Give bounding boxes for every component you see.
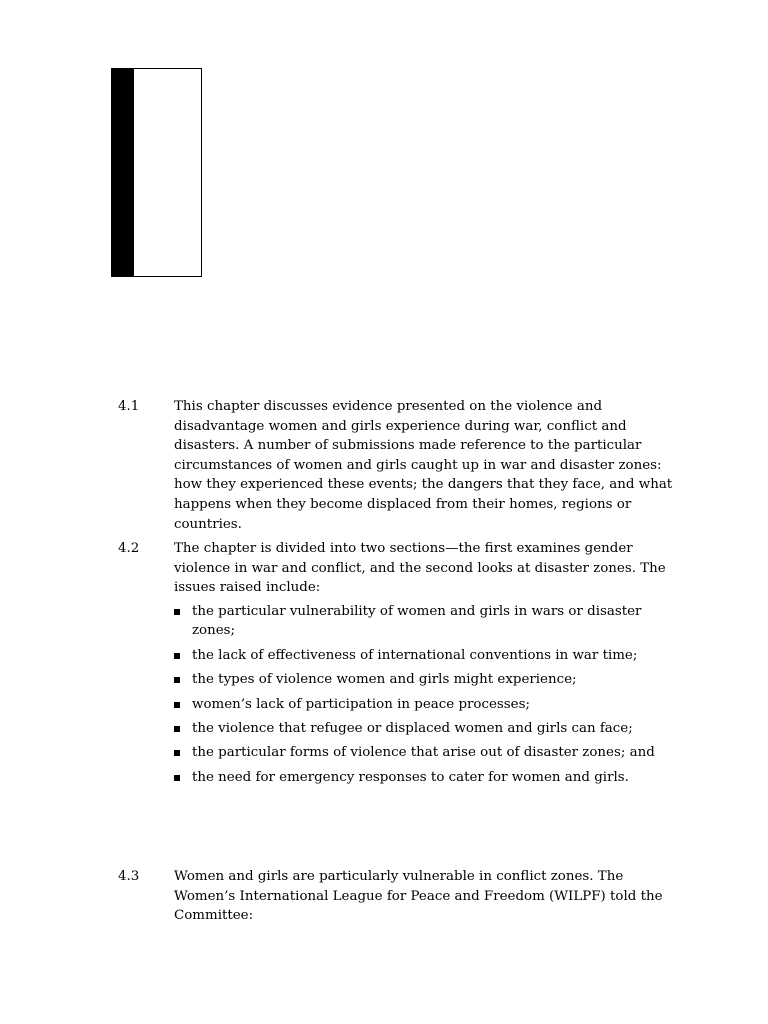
list-item — [174, 719, 678, 739]
bullet-square-icon — [174, 702, 180, 708]
paragraph-body — [174, 539, 678, 787]
list-item — [174, 695, 678, 715]
paragraph-number: 4.1 — [118, 399, 140, 414]
paragraph-text: This chapter discusses evidence presented on the violence and disadvantage women and girls experience during war, conflict and disasters. A number of submissions made reference to the particular circumstances of women and girls caught up in war and disaster zones: how they experienced these events; the dangers that they face, and what happens when they become displaced from their homes, regions or countries. — [174, 399, 673, 532]
list-item-text: the lack of effectiveness of international conventions in war time; — [192, 647, 638, 663]
list-item — [174, 743, 678, 763]
list-item — [174, 602, 678, 641]
list-item — [174, 670, 678, 690]
bullet-square-icon — [174, 677, 180, 683]
bullet-square-icon — [174, 775, 180, 781]
paragraph-4-1 — [118, 397, 678, 534]
bullet-square-icon — [174, 750, 180, 756]
list-item-text: the need for emergency responses to cater for women and girls. — [192, 769, 629, 785]
paragraph-4-2 — [118, 539, 678, 792]
paragraph-text: Women and girls are particularly vulnerable in conflict zones. The Women’s International League for Peace and Freedom (WILPF) told the Committee: — [174, 869, 663, 924]
bullet-square-icon — [174, 653, 180, 659]
paragraph-number: 4.3 — [118, 869, 140, 884]
bullet-square-icon — [174, 609, 180, 615]
list-item — [174, 768, 678, 788]
list-item-text: the violence that refugee or displaced women and girls can face; — [192, 720, 633, 736]
paragraph-text: The chapter is divided into two sections—the first examines gender violence in war and conflict, and the second looks at disaster zones. The issues raised include: — [174, 541, 666, 596]
list-item-text: the types of violence women and girls might experience; — [192, 672, 577, 688]
issues-list — [174, 602, 678, 788]
list-item-text: the particular forms of violence that arise out of disaster zones; and — [192, 745, 655, 761]
paragraph-4-3 — [118, 867, 678, 926]
list-item-text: the particular vulnerability of women and girls in wars or disaster zones; — [192, 603, 642, 639]
list-item-text: women’s lack of participation in peace processes; — [192, 696, 530, 712]
chapter-marker-box — [111, 68, 202, 277]
list-item — [174, 646, 678, 666]
paragraph-number: 4.2 — [118, 541, 140, 556]
bullet-square-icon — [174, 726, 180, 732]
chapter-marker-bar — [112, 69, 134, 276]
